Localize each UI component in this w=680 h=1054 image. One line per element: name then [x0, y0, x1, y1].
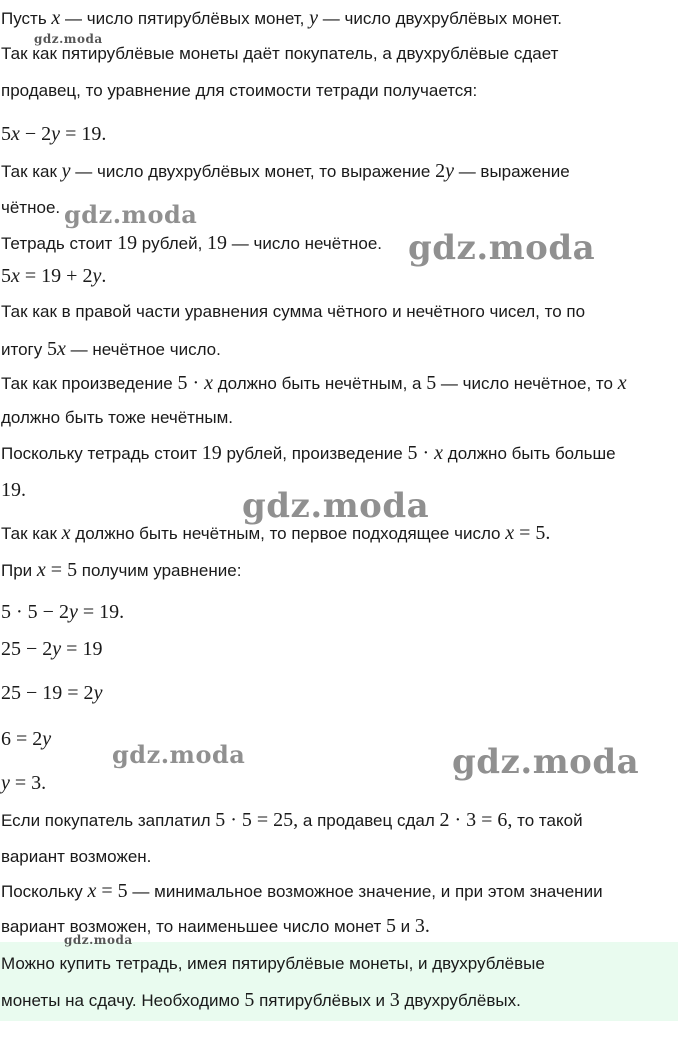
- text-run: Так как: [1, 162, 62, 181]
- watermark: gdz.moda: [242, 486, 430, 526]
- math-expression: 19: [201, 442, 222, 464]
- math-variable: y: [61, 160, 71, 182]
- math-variable: x: [51, 7, 61, 29]
- math-expression: 2 · 3 = 6,: [439, 809, 513, 831]
- math-expression: x = 5.: [505, 522, 551, 544]
- math-expression: 6 = 2y: [1, 728, 52, 750]
- text-run: Можно купить тетрадь, имея пятирублёвые монеты, и двухрублёвые: [1, 954, 545, 973]
- watermark: gdz.moda: [112, 740, 246, 769]
- text-run: — число двухрублёвых монет.: [318, 9, 563, 28]
- text-run: Так как пятирублёвые монеты даёт покупатель, а двухрублёвые сдает: [1, 44, 559, 63]
- math-expression: 5 · x: [177, 372, 213, 394]
- text-run: — нечётное число.: [65, 340, 221, 359]
- text-line: [0, 159, 680, 184]
- text-run: двухрублёвых.: [399, 991, 521, 1010]
- watermark: gdz.moda: [34, 32, 103, 46]
- text-run: Тетрадь стоит: [1, 234, 118, 253]
- math-expression: 2y: [435, 160, 454, 182]
- math-expression: 5: [385, 915, 396, 937]
- text-run: монеты на сдачу. Необходимо: [1, 991, 245, 1010]
- text-line: [0, 337, 680, 362]
- text-run: вариант возможен.: [1, 847, 152, 866]
- math-expression: 19: [207, 232, 228, 254]
- math-expression: x = 5: [36, 559, 78, 581]
- text-run: Пусть: [1, 9, 52, 28]
- math-expression: 25 − 2y = 19: [1, 638, 103, 660]
- text-line: [0, 122, 680, 147]
- text-run: рублей,: [137, 234, 208, 253]
- text-line: [0, 988, 680, 1013]
- math-expression: 5x: [46, 338, 66, 360]
- text-line: [0, 300, 680, 324]
- text-line: [0, 952, 680, 976]
- text-line: [0, 681, 680, 706]
- text-line: [0, 79, 680, 103]
- math-expression: x = 5: [87, 880, 128, 902]
- watermark: gdz.moda: [408, 228, 596, 268]
- text-run: вариант возможен, то наименьшее число монет: [1, 917, 386, 936]
- math-variable: x: [61, 522, 71, 544]
- text-run: рублей, произведение: [221, 444, 408, 463]
- text-run: — число пятирублёвых монет,: [60, 9, 310, 28]
- watermark: gdz.moda: [64, 933, 133, 947]
- text-run: должно быть тоже нечётным.: [1, 408, 233, 427]
- math-expression: y = 3.: [1, 772, 47, 794]
- text-run: чётное.: [1, 198, 61, 217]
- text-run: пятирублёвых и: [254, 991, 390, 1010]
- text-line: [0, 600, 680, 625]
- text-run: — число нечётное, то: [436, 374, 618, 393]
- text-run: должно быть нечётным, а: [213, 374, 427, 393]
- text-run: Поскольку тетрадь стоит: [1, 444, 202, 463]
- text-run: — число двухрублёвых монет, то выражение: [70, 162, 436, 181]
- text-run: — минимальное возможное значение, и при этом значении: [127, 882, 603, 901]
- text-line: [0, 406, 680, 430]
- text-line: [0, 371, 680, 396]
- math-expression: 3: [389, 989, 400, 1011]
- text-run: продавец, то уравнение для стоимости тетради получается:: [1, 81, 478, 100]
- text-run: Так как в правой части уравнения сумма чётного и нечётного чисел, то по: [1, 302, 586, 321]
- math-expression: 25 − 19 = 2y: [1, 682, 103, 704]
- text-run: и: [395, 917, 415, 936]
- math-expression: 5x − 2y = 19.: [1, 123, 107, 145]
- text-run: — число нечётное.: [227, 234, 383, 253]
- math-variable: y: [309, 7, 319, 29]
- text-line: [0, 808, 680, 833]
- math-expression: 3.: [414, 915, 430, 937]
- text-line: [0, 845, 680, 869]
- text-run: При: [1, 561, 37, 580]
- text-run: должно быть нечётным, то первое подходящее число: [70, 524, 506, 543]
- text-line: [0, 637, 680, 662]
- math-variable: x: [617, 372, 627, 394]
- text-line: [0, 441, 680, 466]
- text-run: Так как: [1, 524, 62, 543]
- watermark: gdz.moda: [452, 742, 640, 782]
- math-expression: 5 · 5 = 25,: [215, 809, 299, 831]
- math-expression: 19: [117, 232, 138, 254]
- math-expression: 5: [426, 372, 437, 394]
- text-line: [0, 558, 680, 583]
- text-run: итогу: [1, 340, 47, 359]
- watermark: gdz.moda: [64, 200, 198, 229]
- math-expression: 5 · x: [407, 442, 444, 464]
- text-line: [0, 6, 680, 31]
- text-run: Поскольку: [1, 882, 88, 901]
- text-run: должно быть больше: [443, 444, 616, 463]
- math-expression: 19.: [1, 479, 26, 501]
- text-run: а продавец сдал: [298, 811, 440, 830]
- text-run: Так как произведение: [1, 374, 178, 393]
- math-expression: 5x = 19 + 2y.: [1, 265, 107, 287]
- math-expression: 5 · 5 − 2y = 19.: [1, 601, 125, 623]
- text-run: Если покупатель заплатил: [1, 811, 216, 830]
- text-run: получим уравнение:: [77, 561, 242, 580]
- text-run: то такой: [512, 811, 583, 830]
- text-line: [0, 879, 680, 904]
- math-expression: 5: [244, 989, 255, 1011]
- text-run: — выражение: [453, 162, 570, 181]
